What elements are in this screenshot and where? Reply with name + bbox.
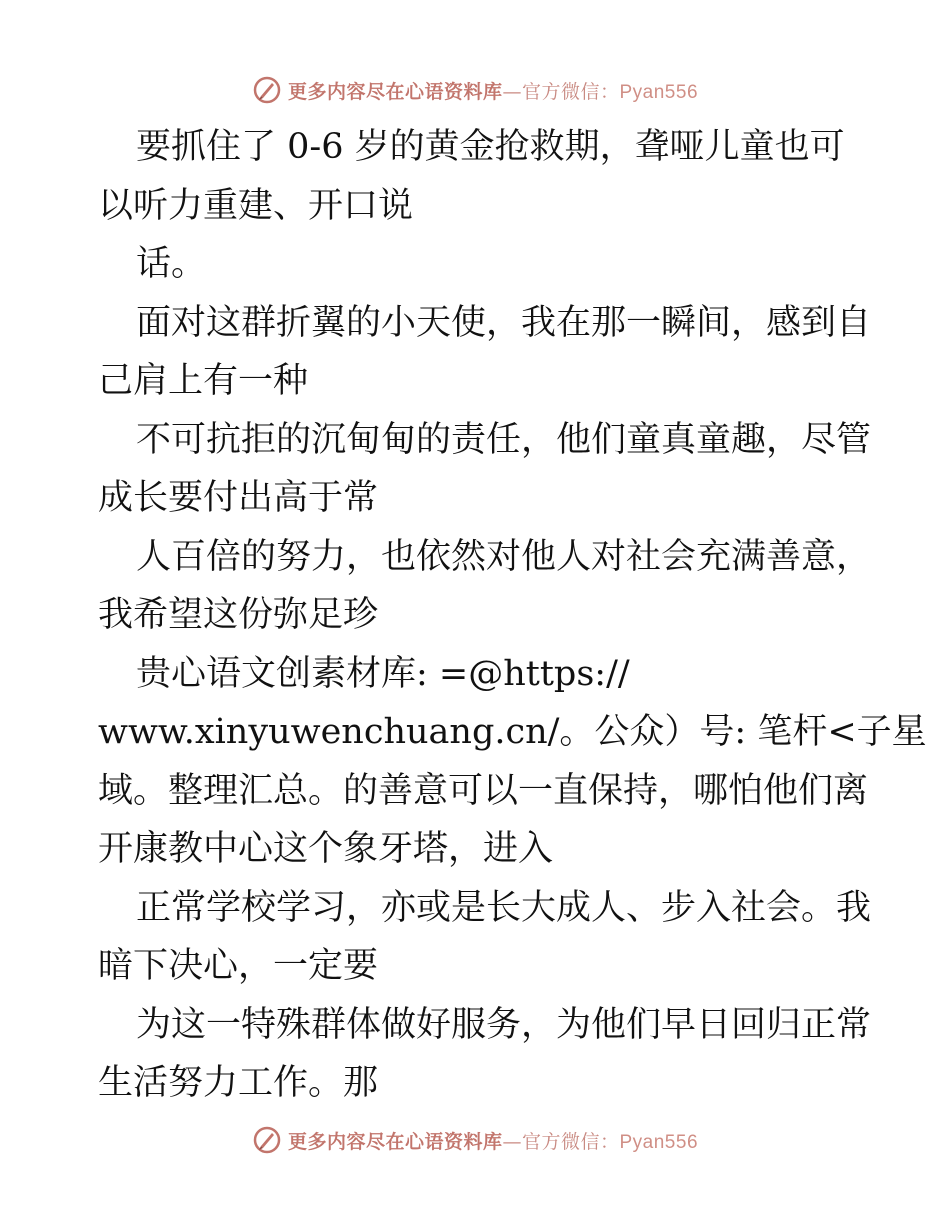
text-line: 生活努力工作。那: [98, 1063, 379, 1103]
text-line: 以听力重建、开口说: [98, 185, 414, 226]
text-line: 我希望这份弥足珍: [98, 595, 379, 635]
text-line: 暗下决心，一定要: [98, 946, 379, 986]
text-line: 开康教中心这个象牙塔，进入: [98, 829, 554, 869]
text-line: 正常学校学习，亦或是长大成人、步入社会。我: [136, 887, 872, 928]
watermark-label: 官方微信：: [521, 1130, 620, 1153]
watermark-id: Pyan556: [619, 81, 699, 103]
watermark-text: [288, 1127, 698, 1154]
watermark-dash: —: [502, 1130, 522, 1153]
text-line: www.xinyuwenchuang.cn/。公众）号: 笔杆<子星: [98, 712, 927, 752]
watermark-dash: —: [502, 80, 522, 103]
quill-logo-icon: [252, 1125, 282, 1155]
body-text: [98, 118, 927, 1113]
watermark-text: [288, 77, 698, 104]
text-line: 成长要付出高于常: [98, 478, 379, 518]
text-line: 话。: [136, 244, 207, 284]
watermark-id: Pyan556: [619, 1131, 699, 1153]
quill-logo-icon: [252, 75, 282, 105]
text-line: 人百倍的努力，也依然对他人对社会充满善意，: [136, 536, 872, 577]
text-line: 为这一特殊群体做好服务，为他们早日回归正常: [136, 1004, 872, 1045]
header-watermark: [0, 70, 950, 110]
text-line: 贵心语文创素材库: =@https://: [136, 653, 630, 694]
text-line: 面对这群折翼的小天使，我在那一瞬间，感到自: [136, 302, 872, 343]
text-line: 要抓住了 0-6 岁的黄金抢救期，聋哑儿童也可: [136, 127, 845, 167]
watermark-label: 官方微信：: [521, 80, 620, 103]
text-line: 己肩上有一种: [98, 361, 309, 401]
footer-watermark: [0, 1120, 950, 1160]
watermark-bold-text: 更多内容尽在心语资料库: [287, 1130, 503, 1153]
text-line: 不可抗拒的沉甸甸的责任，他们童真童趣，尽管: [136, 419, 872, 460]
watermark-bold-text: 更多内容尽在心语资料库: [287, 80, 503, 103]
text-line: 域。整理汇总。的善意可以一直保持，哪怕他们离: [98, 770, 869, 811]
